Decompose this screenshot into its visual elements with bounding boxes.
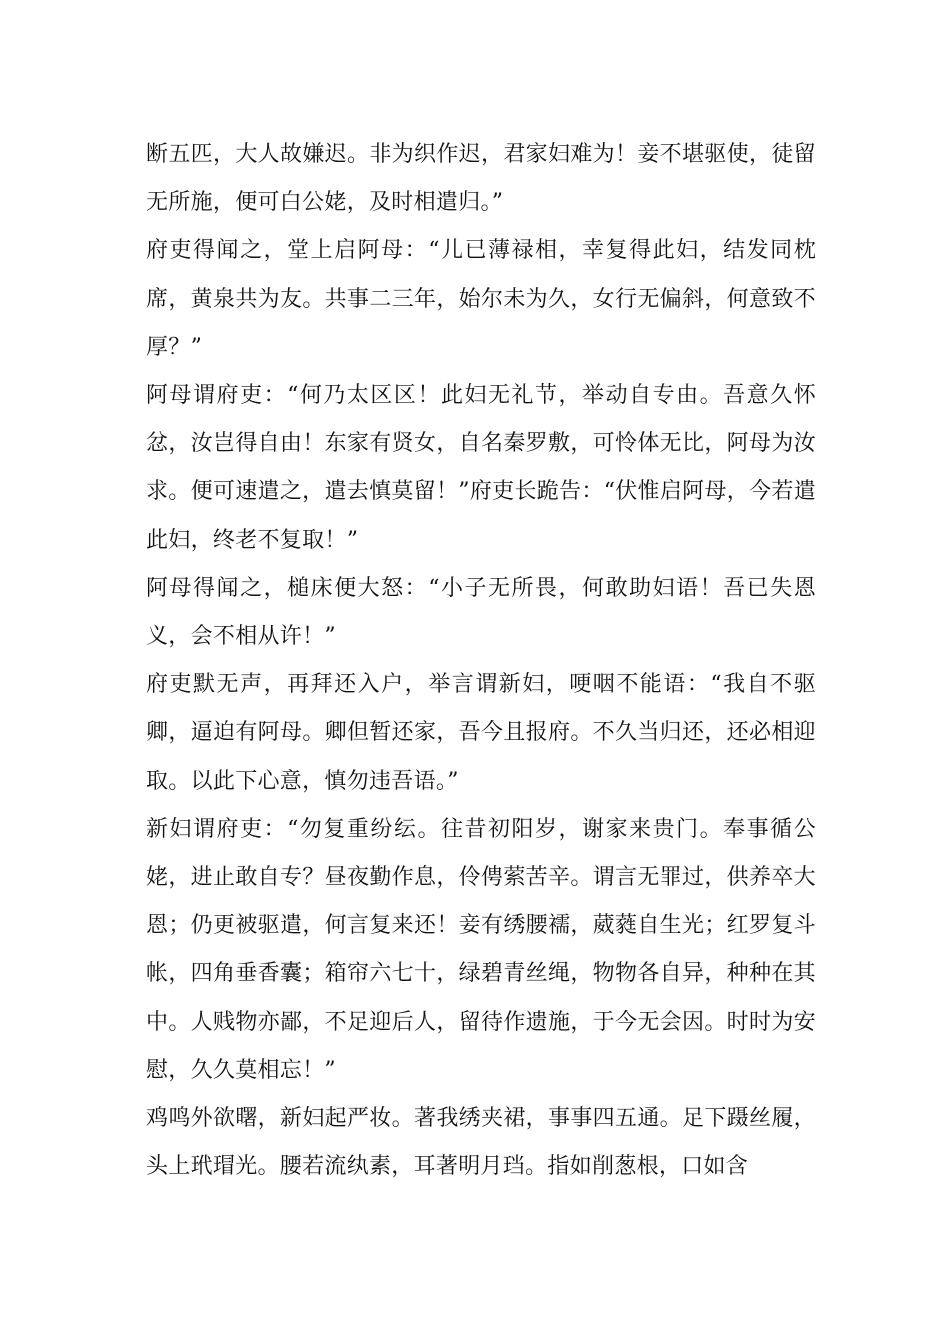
paragraph-5: 府吏默无声，再拜还入户，举言谓新妇，哽咽不能语：“我自不驱卿，逼迫有阿母。卿但暂还家，吾今且报府。不久当归还，还必相迎取。以此下心意，慎勿违吾语。” [146, 672, 816, 794]
paragraph-3: 阿母谓府吏：“何乃太区区！此妇无礼节，举动自专由。吾意久怀忿，汝岂得自由！东家有贤女，自名秦罗敷，可怜体无比，阿母为汝求。便可速遣之，遣去慎莫留！”府吏长跪告：“伏惟启阿母，今若遣此妇，终老不复取！” [146, 383, 816, 553]
paragraph-4: 阿母得闻之，槌床便大怒：“小子无所畏，何敢助妇语！吾已失恩义，会不相从许！” [146, 575, 816, 650]
paragraph-7: 鸡鸣外欲曙，新妇起严妆。著我绣夹裙，事事四五通。足下蹑丝履，头上玳瑁光。腰若流纨素，耳著明月珰。指如削葱根，口如含 [146, 1106, 816, 1180]
paragraph-1: 断五匹，大人故嫌迟。非为织作迟，君家妇难为！妾不堪驱使，徒留无所施，便可白公姥，及时相遣归。” [146, 142, 816, 216]
paragraph-2: 府吏得闻之，堂上启阿母：“儿已薄禄相，幸复得此妇，结发同枕席，黄泉共为友。共事二三年，始尔未为久，女行无偏斜，何意致不厚？” [146, 238, 816, 360]
paragraph-6: 新妇谓府吏：“勿复重纷纭。往昔初阳岁，谢家来贵门。奉事循公姥，进止敢自专？昼夜勤作息，伶俜萦苦辛。谓言无罪过，供养卒大恩；仍更被驱遣，何言复来还！妾有绣腰襦，葳蕤自生光；红罗复斗帐，四角垂香囊；箱帘六七十，绿碧青丝绳，物物各自异，种种在其中。人贱物亦鄙，不足迎后人，留待作遗施，于今无会因。时时为安慰，久久莫相忘！” [146, 816, 816, 1083]
poem-text-block [146, 131, 816, 1191]
